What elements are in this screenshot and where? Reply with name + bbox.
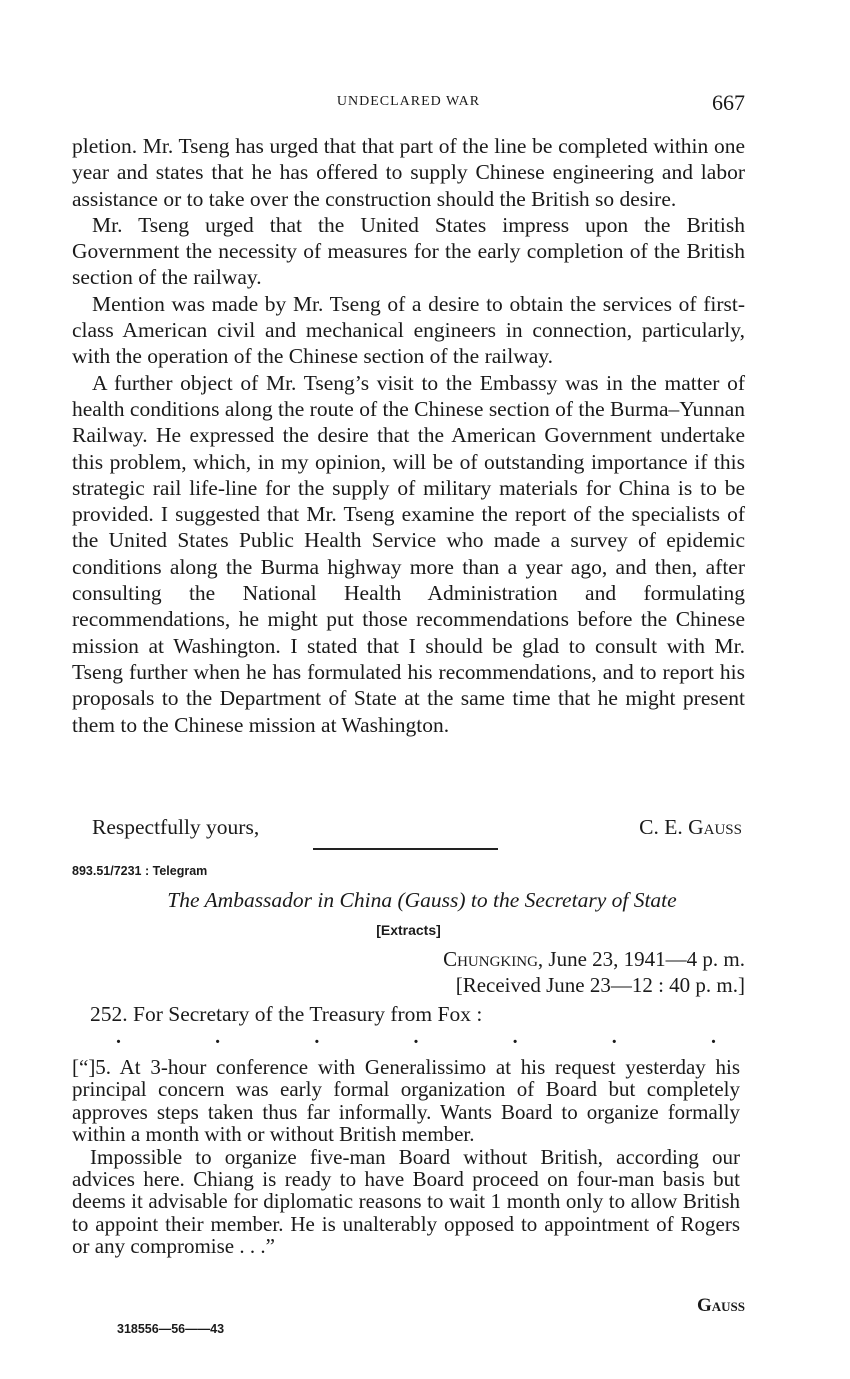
paragraph: A further object of Mr. Tseng’s visit to the Embassy was in the matter of health conditions along the route of the Chinese section of the Burma–Yunnan Railway. He expressed the desire that the American Government undertake this problem, which, in my opinion, will be of outstanding importance if this strategic rail life-line for the supply of military materials for China is to be provided. I suggested that Mr. Tseng examine the report of the specialists of the United States Public Health Service who made a survey of epidemic conditions along the Burma highway more than a year ago, and then, after consulting the National Health Administration and formulating recommendations, he might put those recommendations before the Chinese mission at Washington. I stated that I should be glad to consult with Mr. Tseng further when he has formulated his recommendations, and to report his proposals to the Department of State at the same time that he might present them to the Chinese mission at Washington. xyxy=(72,370,745,737)
dateline xyxy=(443,947,745,972)
document-reference: 893.51/7231 : Telegram xyxy=(72,864,208,878)
dot: . xyxy=(314,1026,320,1048)
signature: C. E. Gauss xyxy=(639,815,742,839)
paragraph: pletion. Mr. Tseng has urged that that part of the line be completed within one year and states that he has offered to supply Chinese engineering and labor assistance or to take over the construction should the British so desire. xyxy=(72,134,745,211)
telegram-number-line: 252. For Secretary of the Treasury from Fox : xyxy=(90,1002,483,1026)
dateline-place: Chungking, xyxy=(443,947,544,971)
page-number: 667 xyxy=(712,90,745,115)
telegram-paragraph: Impossible to organize five-man Board without British, according our advices here. Chiang is ready to have Board proceed on four-man basis but deems it advisable for diplomatic reasons to wait 1 month only to allow British to appoint their member. He is unalterably opposed to appointment of Rogers or any compromise . . .” xyxy=(72,1144,740,1259)
document-title: The Ambassador in China (Gauss) to the Secretary of State xyxy=(167,888,677,912)
print-code: 318556—56——43 xyxy=(117,1322,225,1336)
complimentary-close: Respectfully yours, xyxy=(92,815,260,839)
dot: . xyxy=(215,1026,221,1048)
dateline-date: June 23, 1941—4 p. m. xyxy=(548,947,745,971)
letter-closing xyxy=(72,815,742,845)
body-text xyxy=(72,133,745,738)
telegram-paragraph: [“]5. At 3-hour conference with Generalissimo at his request yesterday his principal concern was early formal organization of Board but completely approves steps taken thus far informally. Wants Board to organize formally within a month with or without British member. xyxy=(72,1055,740,1147)
section-divider xyxy=(313,848,498,850)
dot: . xyxy=(413,1026,419,1048)
paragraph: Mention was made by Mr. Tseng of a desire to obtain the services of first-class American civil and mechanical engineers in connection, particularly, with the operation of the Chinese section of the railway. xyxy=(72,291,745,369)
received-line: [Received June 23—12 : 40 p. m.] xyxy=(455,973,745,997)
extracts-label: [Extracts] xyxy=(376,922,441,938)
telegram-signoff: Gauss xyxy=(696,1295,745,1316)
dot: . xyxy=(512,1026,518,1048)
omission-dots xyxy=(116,1026,716,1049)
dot: . xyxy=(611,1026,617,1048)
telegram-body xyxy=(72,1056,740,1258)
dot: . xyxy=(710,1026,716,1048)
paragraph: Mr. Tseng urged that the United States impress upon the British Government the necessity of measures for the early completion of the British section of the railway. xyxy=(72,212,745,290)
dot: . xyxy=(116,1026,121,1048)
page-header xyxy=(72,90,745,120)
running-head: UNDECLARED WAR xyxy=(336,94,481,109)
